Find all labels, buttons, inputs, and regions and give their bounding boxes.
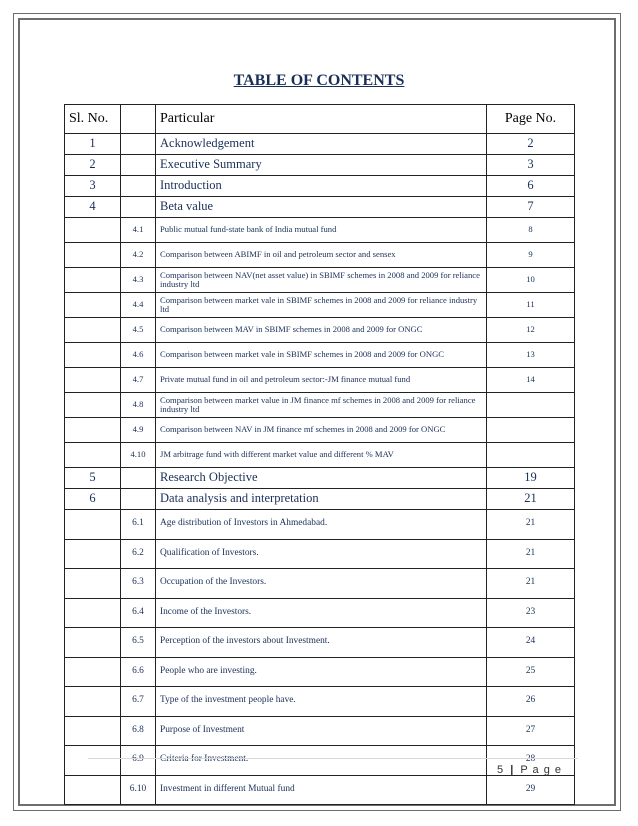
- toc-row: [65, 243, 575, 268]
- toc-row: [65, 569, 575, 599]
- toc-row: [65, 134, 575, 155]
- toc-particular: Type of the investment people have.: [156, 687, 487, 717]
- toc-page-no: 29: [487, 775, 575, 805]
- toc-row: [65, 368, 575, 393]
- page-title: TABLE OF CONTENTS: [233, 72, 405, 89]
- toc-row: [65, 598, 575, 628]
- toc-row: [65, 155, 575, 176]
- toc-row: [65, 197, 575, 218]
- toc-sub-no: 4.4: [121, 293, 156, 318]
- toc-page-no: 21: [487, 569, 575, 599]
- header-page-no: Page No.: [487, 105, 575, 134]
- toc-sub-no: 4.10: [121, 443, 156, 468]
- toc-sl-no: [65, 368, 121, 393]
- toc-sub-no: [121, 134, 156, 155]
- toc-particular: Comparison between ABIMF in oil and petroleum sector and sensex: [156, 243, 487, 268]
- toc-sub-no: 4.8: [121, 393, 156, 418]
- footer-separator: |: [510, 764, 515, 776]
- toc-sl-no: [65, 628, 121, 658]
- toc-sub-no: 6.7: [121, 687, 156, 717]
- toc-particular: Comparison between NAV(net asset value) in SBIMF schemes in 2008 and 2009 for reliance industry ltd: [156, 268, 487, 293]
- toc-sl-no: 4: [65, 197, 121, 218]
- toc-particular: Comparison between NAV in JM finance mf schemes in 2008 and 2009 for ONGC: [156, 418, 487, 443]
- toc-particular: Comparison between market value in JM finance mf schemes in 2008 and 2009 for reliance industry ltd: [156, 393, 487, 418]
- toc-sub-no: 4.3: [121, 268, 156, 293]
- toc-row: [65, 489, 575, 510]
- toc-sub-no: 4.7: [121, 368, 156, 393]
- toc-page-no: 24: [487, 628, 575, 658]
- toc-page-no: 9: [487, 243, 575, 268]
- toc-row: [65, 687, 575, 717]
- toc-particular: Occupation of the Investors.: [156, 569, 487, 599]
- toc-sl-no: [65, 716, 121, 746]
- toc-sl-no: 1: [65, 134, 121, 155]
- toc-sub-no: 4.5: [121, 318, 156, 343]
- page-footer: [497, 764, 562, 776]
- toc-page-no: [487, 418, 575, 443]
- toc-sub-no: 4.9: [121, 418, 156, 443]
- toc-sub-no: 6.10: [121, 775, 156, 805]
- toc-header-row: [65, 105, 575, 134]
- toc-row: [65, 657, 575, 687]
- toc-page-no: 27: [487, 716, 575, 746]
- toc-row: [65, 468, 575, 489]
- toc-sub-no: 4.6: [121, 343, 156, 368]
- toc-sl-no: [65, 268, 121, 293]
- toc-sub-no: [121, 489, 156, 510]
- toc-sub-no: 6.2: [121, 539, 156, 569]
- toc-row: [65, 393, 575, 418]
- toc-sub-no: [121, 468, 156, 489]
- toc-particular: Qualification of Investors.: [156, 539, 487, 569]
- toc-row: [65, 268, 575, 293]
- toc-page-no: 11: [487, 293, 575, 318]
- toc-page-no: 26: [487, 687, 575, 717]
- toc-particular: Age distribution of Investors in Ahmedabad.: [156, 510, 487, 540]
- toc-page-no: 14: [487, 368, 575, 393]
- toc-sl-no: [65, 418, 121, 443]
- toc-particular: Perception of the investors about Investment.: [156, 628, 487, 658]
- toc-sl-no: 2: [65, 155, 121, 176]
- toc-sl-no: 5: [65, 468, 121, 489]
- toc-page-no: 25: [487, 657, 575, 687]
- header-sl-no: Sl. No.: [65, 105, 121, 134]
- toc-sub-no: 4.1: [121, 218, 156, 243]
- header-spacer: [121, 105, 156, 134]
- toc-sl-no: [65, 510, 121, 540]
- toc-row: [65, 318, 575, 343]
- toc-table: [64, 104, 575, 805]
- toc-page-no: 2: [487, 134, 575, 155]
- toc-particular: Comparison between MAV in SBIMF schemes in 2008 and 2009 for ONGC: [156, 318, 487, 343]
- toc-sub-no: 6.6: [121, 657, 156, 687]
- toc-sub-no: [121, 155, 156, 176]
- toc-row: [65, 443, 575, 468]
- toc-sub-no: 6.9: [121, 746, 156, 776]
- toc-row: [65, 293, 575, 318]
- toc-particular: JM arbitrage fund with different market value and different % MAV: [156, 443, 487, 468]
- toc-sub-no: 6.3: [121, 569, 156, 599]
- toc-sl-no: [65, 539, 121, 569]
- toc-page-no: 7: [487, 197, 575, 218]
- toc-sl-no: [65, 687, 121, 717]
- toc-sl-no: 3: [65, 176, 121, 197]
- toc-page-no: 12: [487, 318, 575, 343]
- toc-page-no: 21: [487, 510, 575, 540]
- toc-particular: Income of the Investors.: [156, 598, 487, 628]
- toc-particular: Public mutual fund-state bank of India mutual fund: [156, 218, 487, 243]
- toc-page-no: [487, 443, 575, 468]
- toc-page-no: 3: [487, 155, 575, 176]
- toc-row: [65, 716, 575, 746]
- toc-page-no: 19: [487, 468, 575, 489]
- toc-row: [65, 539, 575, 569]
- toc-sl-no: [65, 657, 121, 687]
- toc-page-no: 6: [487, 176, 575, 197]
- toc-particular: Executive Summary: [156, 155, 487, 176]
- toc-sl-no: [65, 393, 121, 418]
- toc-particular: Data analysis and interpretation: [156, 489, 487, 510]
- toc-particular: Comparison between market vale in SBIMF schemes in 2008 and 2009 for reliance industry ltd: [156, 293, 487, 318]
- toc-particular: Beta value: [156, 197, 487, 218]
- footer-page-label: P a g e: [520, 764, 562, 776]
- toc-row: [65, 510, 575, 540]
- toc-row: [65, 343, 575, 368]
- toc-sl-no: [65, 243, 121, 268]
- toc-row: [65, 628, 575, 658]
- toc-row: [65, 218, 575, 243]
- toc-sl-no: [65, 443, 121, 468]
- toc-sl-no: 6: [65, 489, 121, 510]
- header-particular: Particular: [156, 105, 487, 134]
- footer-divider: [88, 758, 578, 759]
- toc-sl-no: [65, 598, 121, 628]
- toc-particular: Introduction: [156, 176, 487, 197]
- toc-sub-no: 6.8: [121, 716, 156, 746]
- toc-row: [65, 775, 575, 805]
- toc-sl-no: [65, 293, 121, 318]
- toc-sl-no: [65, 318, 121, 343]
- toc-sl-no: [65, 746, 121, 776]
- toc-sub-no: 4.2: [121, 243, 156, 268]
- toc-sub-no: [121, 197, 156, 218]
- toc-sub-no: [121, 176, 156, 197]
- toc-particular: Criteria for Investment.: [156, 746, 487, 776]
- toc-page-no: 21: [487, 539, 575, 569]
- toc-row: [65, 418, 575, 443]
- toc-particular: Comparison between market vale in SBIMF schemes in 2008 and 2009 for ONGC: [156, 343, 487, 368]
- toc-row: [65, 176, 575, 197]
- toc-particular: Investment in different Mutual fund: [156, 775, 487, 805]
- toc-particular: Private mutual fund in oil and petroleum sector:-JM finance mutual fund: [156, 368, 487, 393]
- toc-page-no: 10: [487, 268, 575, 293]
- toc-sl-no: [65, 343, 121, 368]
- toc-page-no: 23: [487, 598, 575, 628]
- toc-particular: Purpose of Investment: [156, 716, 487, 746]
- toc-sl-no: [65, 775, 121, 805]
- toc-particular: Research Objective: [156, 468, 487, 489]
- toc-sub-no: 6.4: [121, 598, 156, 628]
- toc-page-no: [487, 393, 575, 418]
- toc-page-no: 28: [487, 746, 575, 776]
- toc-sl-no: [65, 569, 121, 599]
- toc-particular: People who are investing.: [156, 657, 487, 687]
- toc-page-no: 21: [487, 489, 575, 510]
- toc-sub-no: 6.1: [121, 510, 156, 540]
- toc-page-no: 13: [487, 343, 575, 368]
- toc-sl-no: [65, 218, 121, 243]
- footer-page-number: 5: [497, 764, 505, 776]
- toc-page-no: 8: [487, 218, 575, 243]
- toc-sub-no: 6.5: [121, 628, 156, 658]
- toc-particular: Acknowledgement: [156, 134, 487, 155]
